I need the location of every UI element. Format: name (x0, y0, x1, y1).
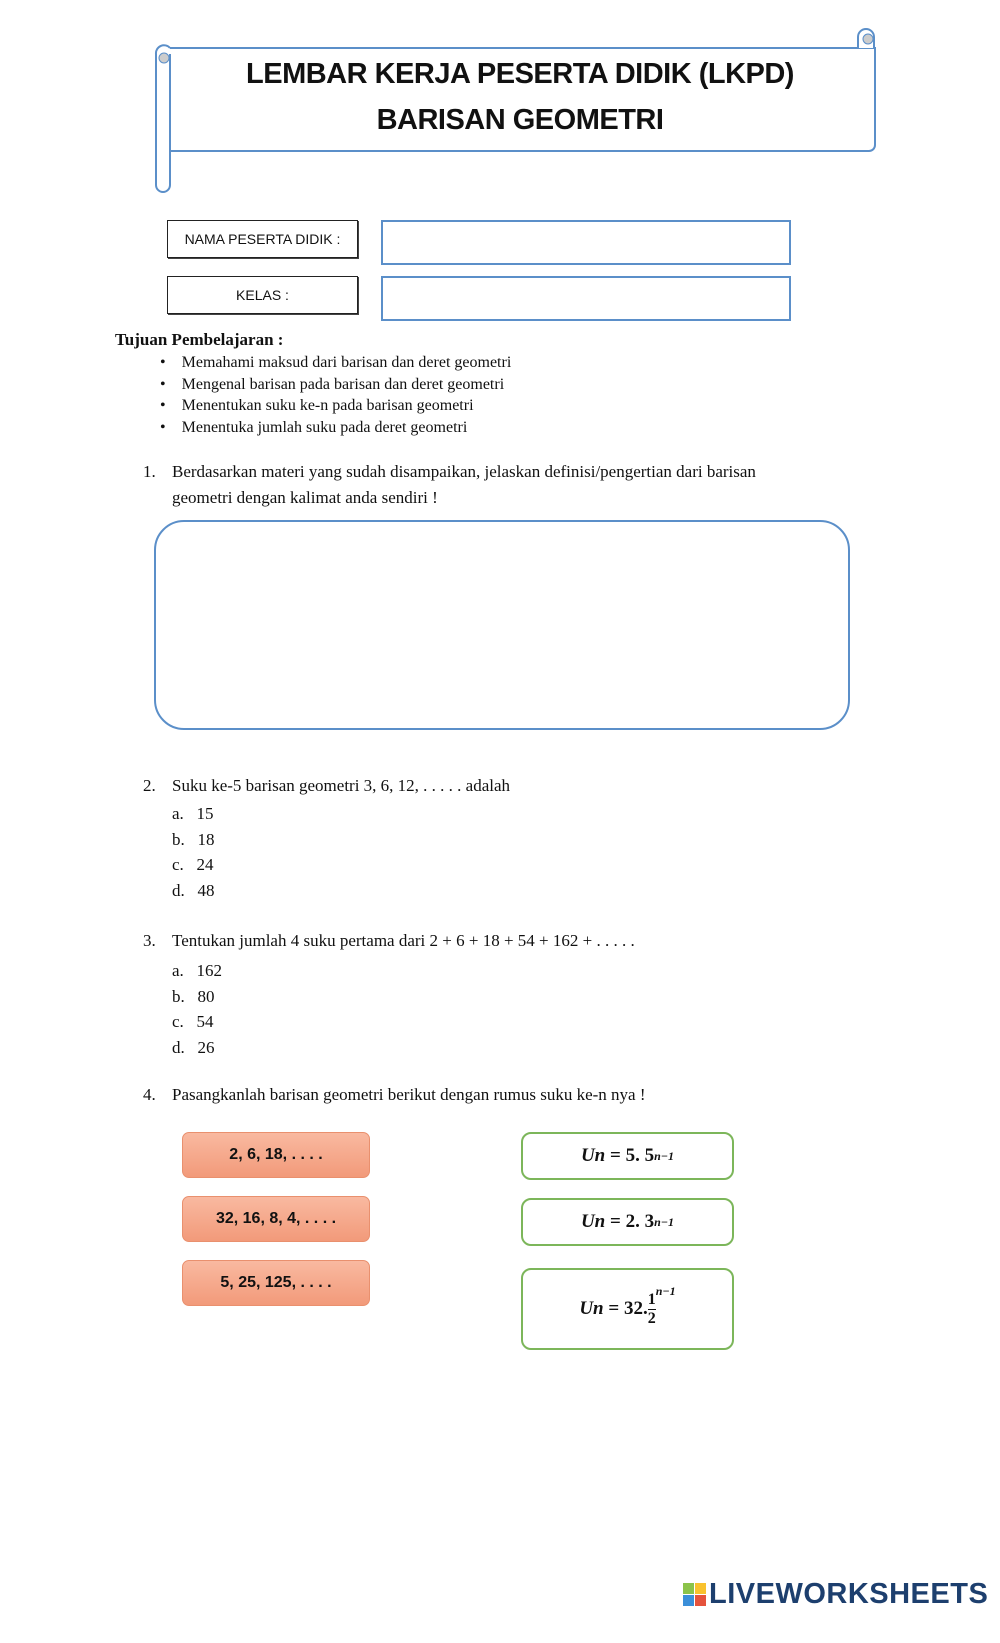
objective-item: • Memahami maksud dari barisan dan deret geometri (160, 354, 512, 371)
liveworksheets-logo (683, 1578, 988, 1611)
option-c[interactable] (172, 1009, 222, 1035)
formula-exponent: n−1 (654, 1148, 675, 1163)
option-letter: d. (172, 1037, 185, 1057)
option-value: 54 (196, 1012, 214, 1031)
objective-text: Menentukan suku ke-n pada barisan geometri (181, 397, 474, 414)
name-input[interactable] (381, 220, 791, 265)
option-letter: a. (172, 804, 184, 823)
objective-text: Menentuka jumlah suku pada deret geometri (181, 418, 468, 436)
logo-text: LIVEWORKSHEETS (709, 1578, 989, 1610)
option-value: 162 (196, 961, 223, 980)
class-label: KELAS : (167, 276, 358, 314)
objective-text: Mengenal barisan pada barisan dan deret geometri (181, 375, 505, 393)
option-letter: b. (172, 829, 185, 849)
option-d[interactable] (172, 878, 215, 904)
formula-rhs: = 5. 5 (610, 1145, 655, 1166)
option-b[interactable] (172, 827, 215, 853)
objectives-list (160, 354, 511, 440)
question-2-options (172, 801, 215, 903)
formula-lhs: Un (580, 1145, 606, 1166)
option-d[interactable] (172, 1035, 222, 1061)
question-2-text: Suku ke-5 barisan geometri 3, 6, 12, . . . . . adalah (172, 776, 511, 795)
objective-item: • Mengenal barisan pada barisan dan deret geometri (160, 375, 505, 393)
objective-text: Memahami maksud dari barisan dan deret geometri (181, 354, 512, 371)
question-1-text-2: geometri dengan kalimat anda sendiri ! (172, 488, 438, 507)
option-c[interactable] (172, 852, 215, 878)
question-3-options (172, 958, 222, 1060)
formula-lhs: Un (580, 1211, 606, 1232)
option-value: 24 (196, 855, 214, 874)
formula-rhs: = 32. (608, 1298, 648, 1319)
objective-item: • Menentuka jumlah suku pada deret geometri (160, 418, 468, 436)
option-value: 15 (196, 804, 214, 823)
option-letter: c. (172, 855, 184, 874)
formula-rhs: = 2. 3 (610, 1211, 655, 1232)
sequence-card-3[interactable]: 5, 25, 125, . . . . (182, 1260, 370, 1306)
fraction (648, 1291, 656, 1327)
question-2-number: 2. (143, 776, 156, 795)
option-letter: b. (172, 986, 185, 1006)
question-3-number: 3. (143, 931, 156, 950)
objectives-heading: Tujuan Pembelajaran : (115, 330, 284, 349)
option-value: 26 (197, 1037, 215, 1057)
formula-card-3[interactable] (521, 1268, 734, 1350)
option-a[interactable] (172, 958, 222, 984)
name-label: NAMA PESERTA DIDIK : (167, 220, 358, 258)
denominator: 2 (647, 1309, 656, 1327)
objective-item: • Menentukan suku ke-n pada barisan geometri (160, 397, 474, 414)
question-3-text: Tentukan jumlah 4 suku pertama dari 2 + 6 + 18 + 54 + 162 + . . . . . (172, 931, 635, 950)
option-value: 80 (197, 986, 215, 1006)
page-title: LEMBAR KERJA PESERTA DIDIK (LKPD) (246, 58, 794, 90)
option-value: 48 (197, 880, 215, 900)
question-1-answer-box[interactable] (154, 520, 850, 730)
option-a[interactable] (172, 801, 215, 827)
sequence-card-1[interactable]: 2, 6, 18, . . . . (182, 1132, 370, 1178)
class-input[interactable] (381, 276, 791, 321)
formula-exponent: n−1 (654, 1214, 675, 1229)
numerator: 1 (647, 1290, 656, 1308)
option-b[interactable] (172, 984, 222, 1010)
option-value: 18 (197, 829, 215, 849)
question-4-number: 4. (143, 1085, 156, 1104)
sequence-card-2[interactable]: 32, 16, 8, 4, . . . . (182, 1196, 370, 1242)
formula-card-1[interactable] (521, 1132, 734, 1180)
option-letter: d. (172, 880, 185, 900)
formula-lhs: Un (579, 1298, 604, 1319)
formula-card-2[interactable] (521, 1198, 734, 1246)
page-subtitle: BARISAN GEOMETRI (376, 104, 664, 136)
question-1-number: 1. (143, 462, 156, 481)
question-1-text: Berdasarkan materi yang sudah disampaikan, jelaskan definisi/pengertian dari barisan (172, 462, 756, 481)
question-4-text: Pasangkanlah barisan geometri berikut dengan rumus suku ke-n nya ! (172, 1085, 646, 1104)
formula-exponent: n−1 (655, 1284, 676, 1298)
option-letter: c. (172, 1012, 184, 1031)
option-letter: a. (172, 961, 184, 980)
logo-badge-icon (683, 1583, 706, 1606)
